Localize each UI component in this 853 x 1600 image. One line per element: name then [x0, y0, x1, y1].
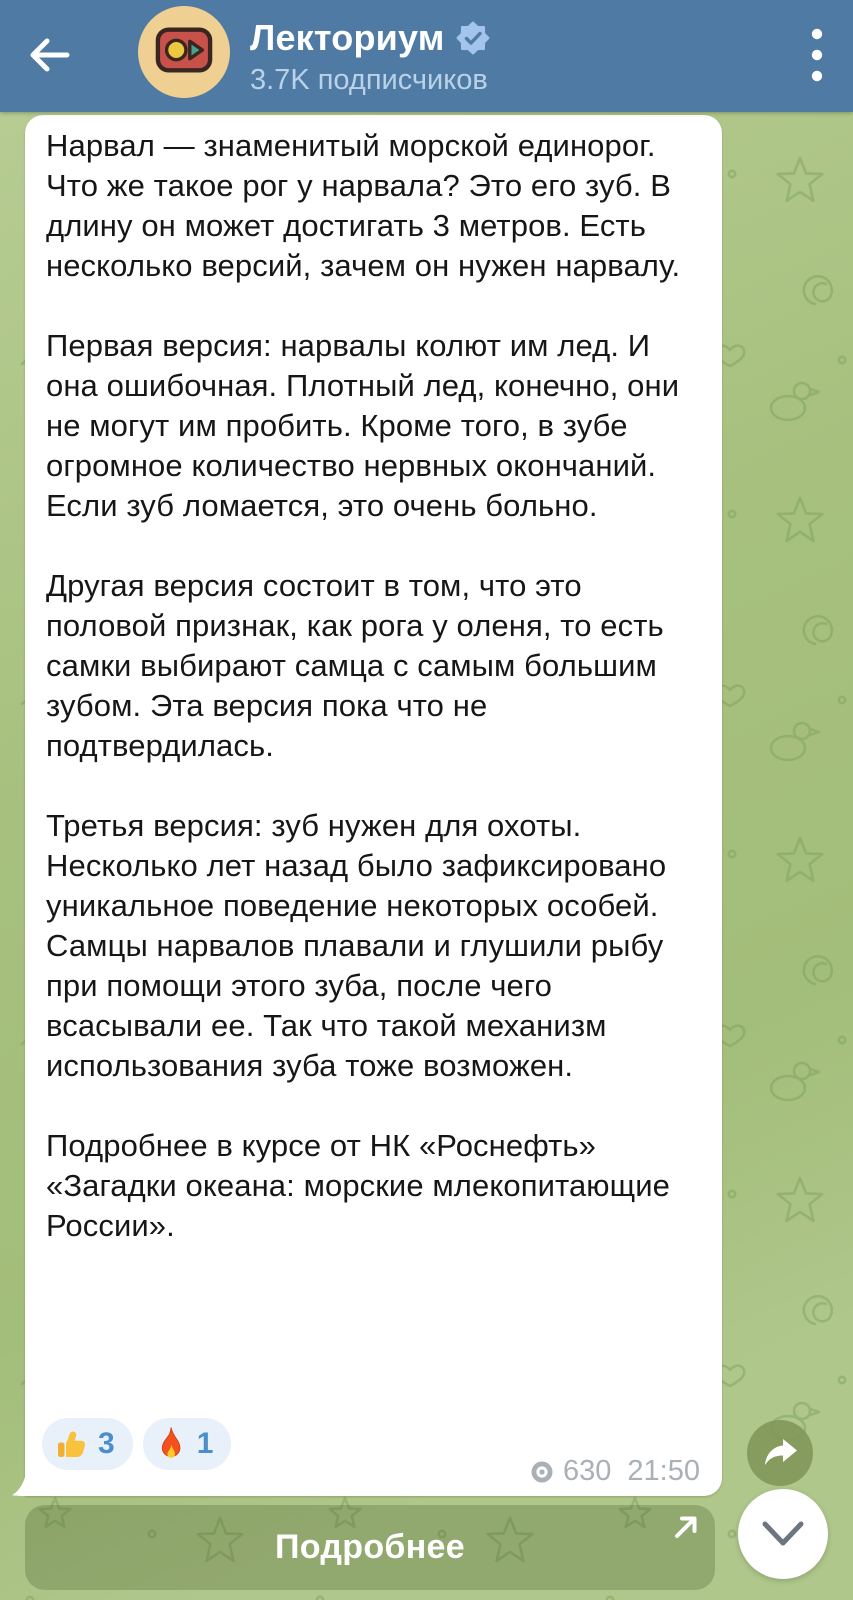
subscriber-count: 3.7K подписчиков	[250, 64, 488, 96]
view-count: 630	[563, 1455, 612, 1487]
podrobnee-label: Подробнее	[275, 1528, 465, 1566]
paragraph: Первая версия: нарвалы колют им лед. И она ошибочная. Плотный лед, конечно, они не могут им пробить. Кроме того, в зубе огромное количество нервных окончаний. Если зуб ломается, это очень больно.	[46, 328, 680, 523]
views	[529, 1455, 611, 1488]
paragraph: Другая версия состоит в том, что это половой признак, как рога у оленя, то есть самки выбирают самца с самым большим зубом. Эта версия пока что не подтвердилась.	[46, 568, 664, 763]
reaction-fire[interactable]	[143, 1418, 232, 1470]
scroll-down-button[interactable]	[738, 1489, 828, 1579]
eye-icon	[529, 1459, 555, 1485]
channel-header	[0, 0, 853, 112]
back-button[interactable]	[18, 26, 80, 86]
reaction-count: 3	[98, 1427, 115, 1460]
chevron-down-icon	[760, 1519, 806, 1549]
message-meta	[529, 1455, 700, 1488]
paragraph: Нарвал — знаменитый морской единорог. Что же такое рог у нарвала? Это его зуб. В длину он может достигать 3 метров. Есть несколько версий, зачем он нужен нарвалу.	[46, 128, 681, 283]
paragraph: Третья версия: зуб нужен для охоты. Несколько лет назад было зафиксировано уникальное поведение некоторых особей. Самцы нарвалов плавали и глушили рыбу при помощи этого зуба, после чего всасывали ее. Так что такой механизм использования зуба тоже возможен.	[46, 808, 667, 1083]
three-dots-vertical-icon	[811, 26, 823, 87]
message-bubble	[25, 115, 722, 1496]
bubble-tail	[12, 1472, 26, 1496]
message-time: 21:50	[627, 1455, 700, 1487]
reaction-thumbs-up[interactable]	[42, 1418, 133, 1470]
menu-button[interactable]	[787, 26, 847, 86]
channel-info	[250, 17, 490, 96]
chat-area	[0, 112, 853, 1600]
channel-avatar[interactable]	[138, 6, 230, 98]
paragraph: Подробнее в курсе от НК «Роснефть» «Загадки океана: морские млекопитающие России».	[46, 1128, 670, 1243]
lektorium-logo-icon	[155, 26, 213, 79]
message-text	[25, 115, 722, 1361]
arrow-left-icon	[27, 37, 71, 76]
channel-title: Лекториум	[250, 17, 445, 58]
thumbs-up-emoji	[54, 1427, 88, 1461]
fire-emoji	[155, 1426, 187, 1462]
podrobnee-button[interactable]	[25, 1505, 715, 1590]
reactions-row	[42, 1418, 231, 1470]
reaction-count: 1	[196, 1427, 214, 1460]
share-arrow-icon	[761, 1437, 799, 1469]
open-arrow-icon	[673, 1514, 699, 1543]
share-button[interactable]	[747, 1420, 813, 1486]
verified-seal-icon	[456, 21, 490, 55]
